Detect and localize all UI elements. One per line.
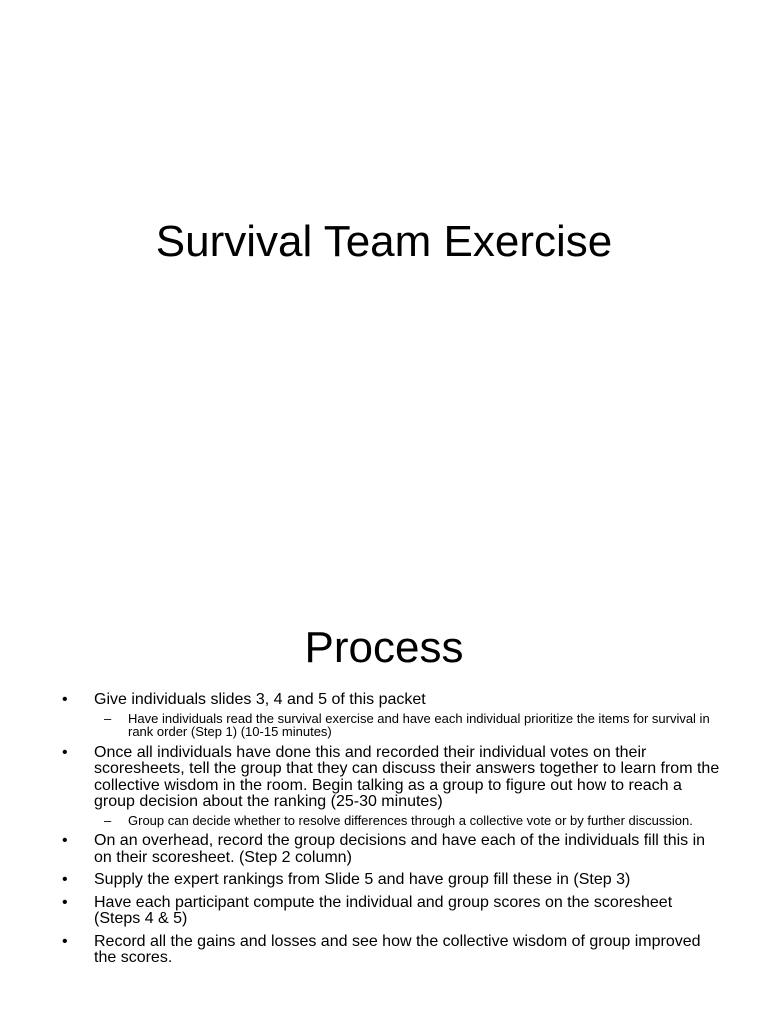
slide-1-title: Survival Team Exercise [155,217,613,266]
bullet-marker: • [62,893,68,911]
slide-2-title: Process [304,623,464,672]
bullet-marker: • [62,832,68,849]
bullet-item [62,872,722,889]
bullet-marker: • [62,871,68,888]
bullet-marker: • [62,932,68,950]
bullet-marker: • [62,743,68,761]
slide-process [0,512,768,1024]
sub-bullet-list [94,814,722,828]
bullet-item [62,745,722,828]
sub-bullet-item [94,712,722,739]
bullet-item [62,833,722,866]
sub-bullet-list [94,712,722,739]
sub-bullet-marker: – [104,812,112,828]
bullet-text: Give individuals slides 3, 4 and 5 of this packet [94,691,426,708]
sub-bullet-marker: – [104,710,112,726]
sub-bullet-text: Have individuals read the survival exercise and have each individual prioritize the items for survival in rank order (Step 1) (10-15 minutes) [128,710,710,739]
bullet-item [62,692,722,739]
bullet-item [62,895,722,928]
bullet-marker: • [62,691,68,708]
bullet-text: Once all individuals have done this and recorded their individual votes on their scoresheets, tell the group that they can discuss their answers together to learn from the collective wisdom in the room. Begin talking as a group to figure out how to reach a group decision about the ranking (25-30 minutes) [94,743,720,810]
bullet-item [62,934,722,967]
bullet-text: Record all the gains and losses and see how the collective wisdom of group improved the scores. [94,932,701,966]
bullet-text: Have each participant compute the individual and group scores on the scoresheet (Steps 4 & 5) [94,893,673,927]
bullet-text: Supply the expert rankings from Slide 5 and have group fill these in (Step 3) [94,871,631,888]
process-bullet-list [62,692,722,973]
bullet-text: On an overhead, record the group decisions and have each of the individuals fill this in on their scoresheet. (Step 2 column) [94,832,706,866]
sub-bullet-text: Group can decide whether to resolve differences through a collective vote or by further discussion. [128,812,693,828]
sub-bullet-item [94,814,722,828]
